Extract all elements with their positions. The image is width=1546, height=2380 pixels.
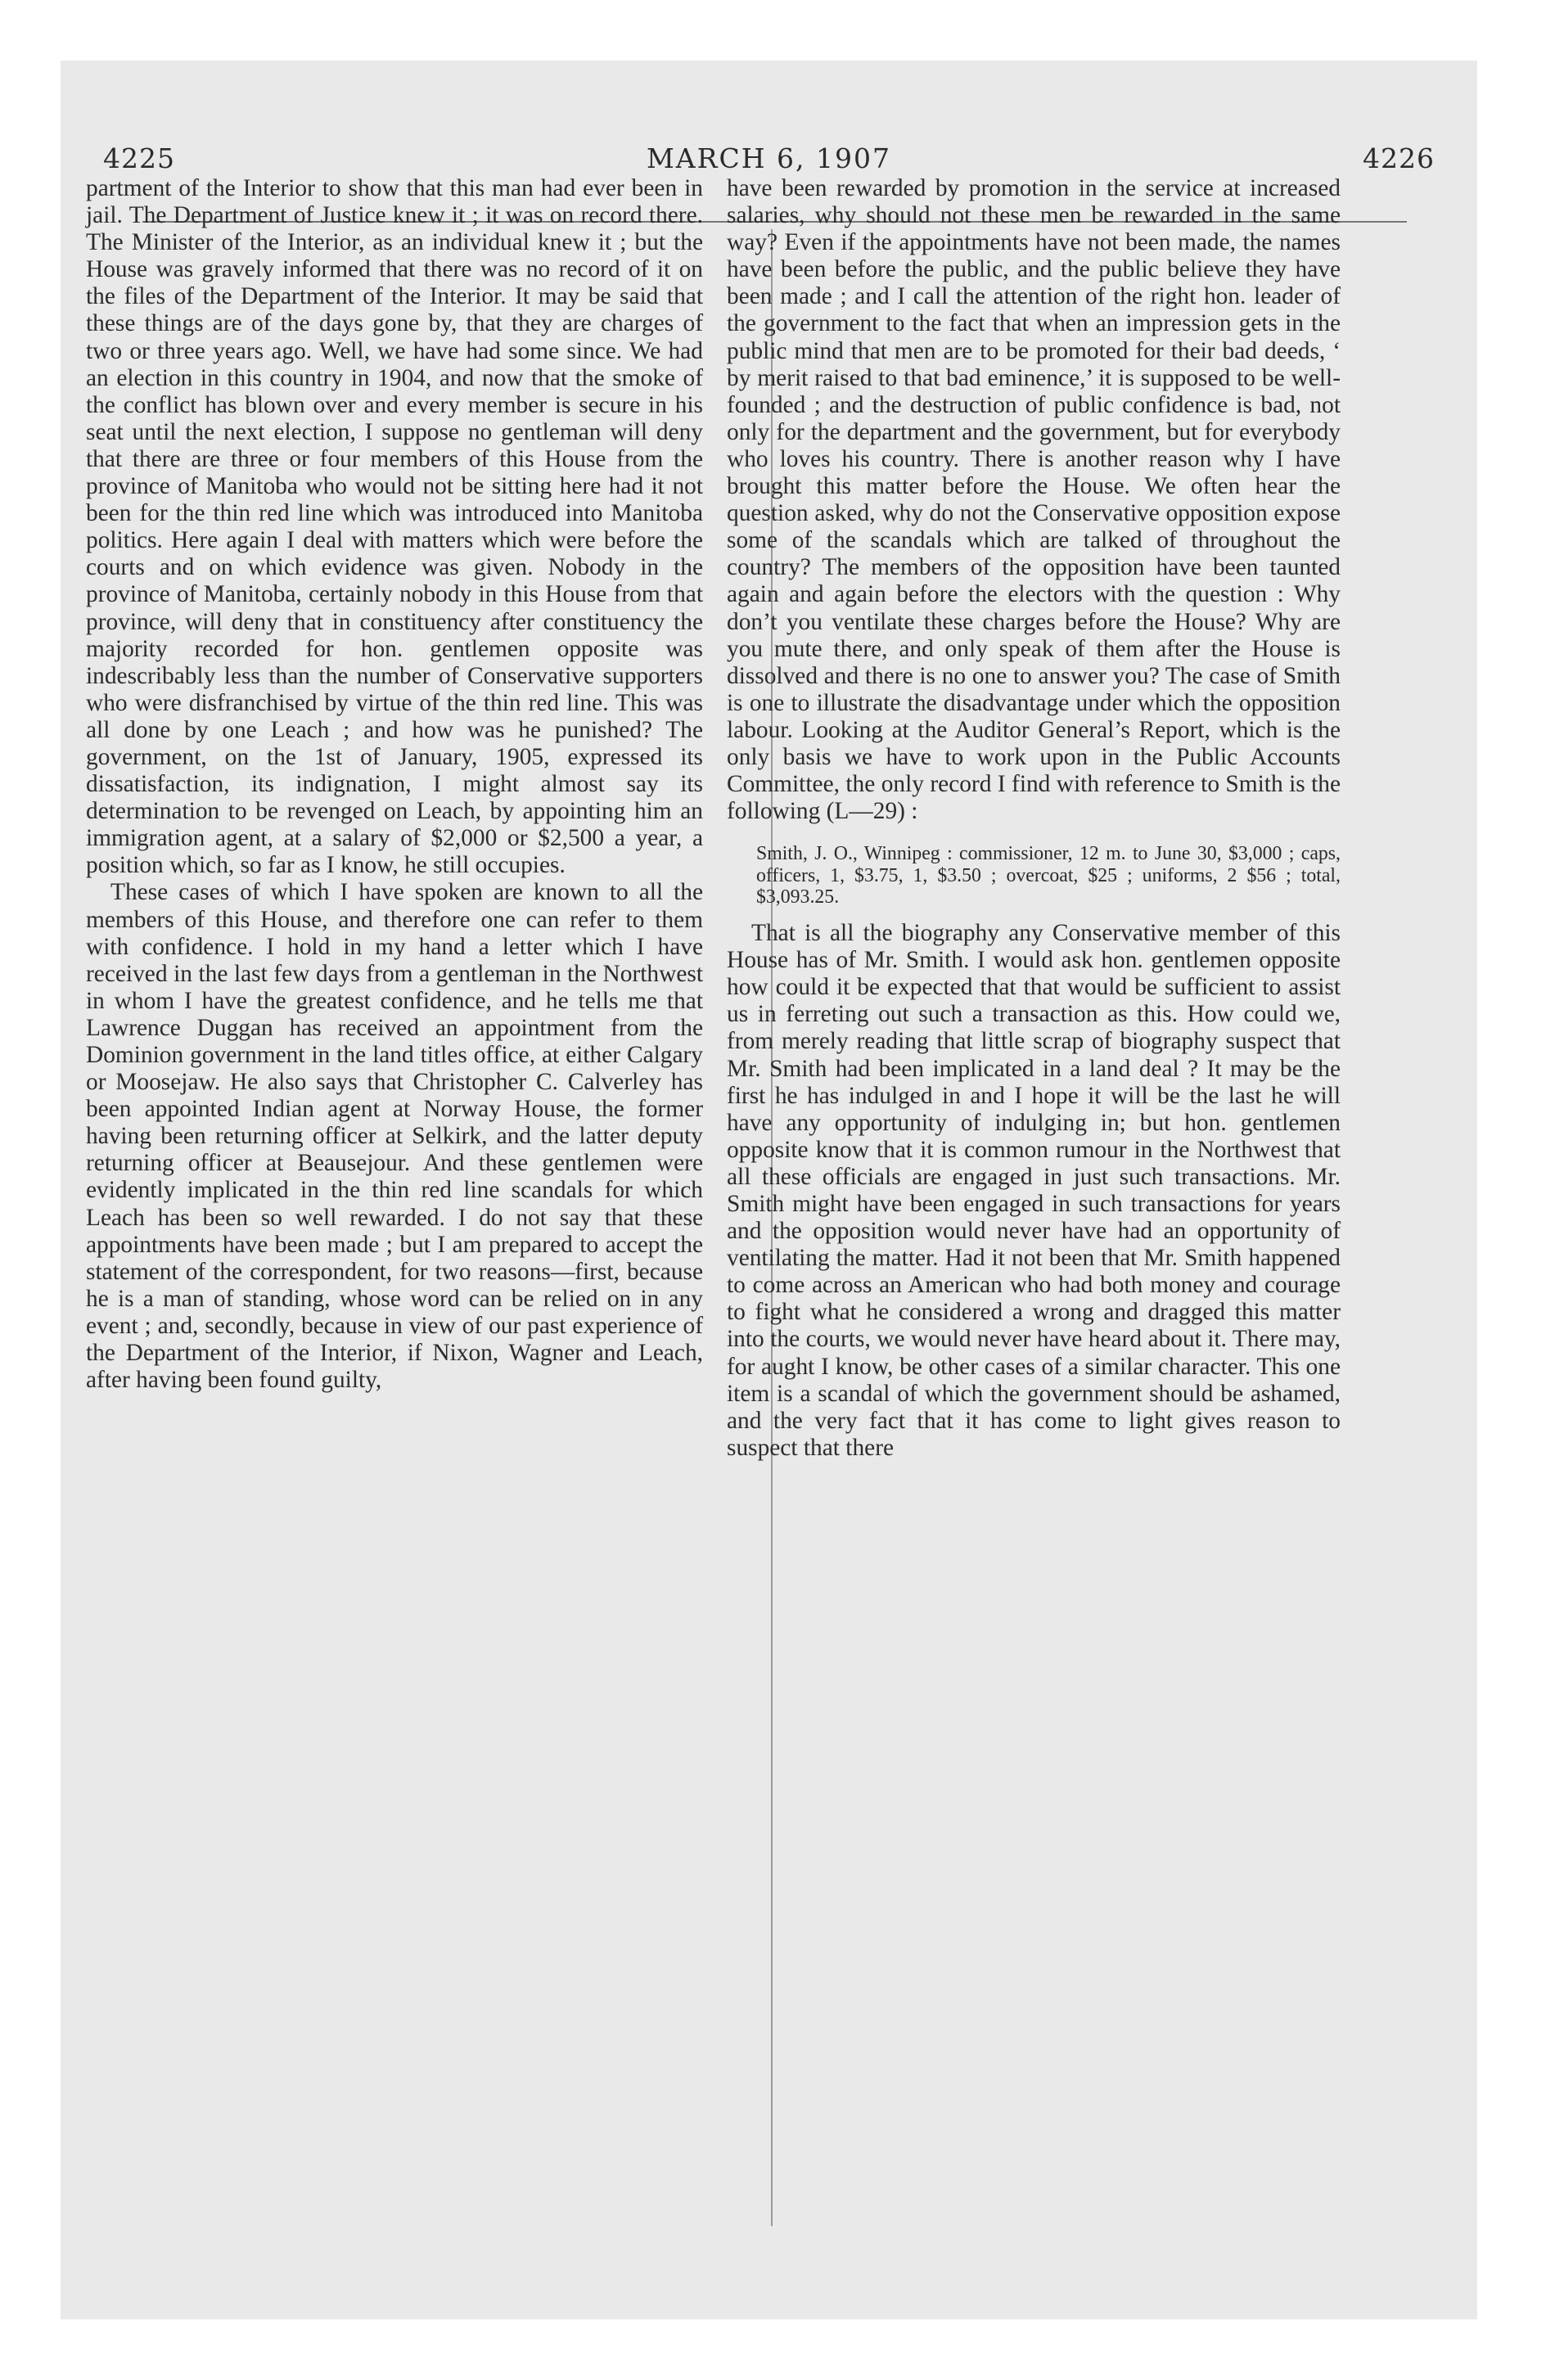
right-paragraph-1: have been rewarded by promotion in the service at increased salaries, why should not these men be rewarded in the same way? Even if the appointments have not been made, the names have been before the public, and the public believe they have been made ; and I call the attention of the right hon. leader of the government to the fact that when an impression gets in the public mind that men are to be promoted for their bad deeds, ‘ by merit raised to that bad eminence,’ it is supposed to be well-founded ; and the destruction of public confidence is bad, not only for the department and the government, but for everybody who loves his country. There is another reason why I have brought this matter before the House. We often hear the question asked, why do not the Conservative opposition expose some of the scandals which are talked of throughout the country? The members of the opposition have been taunted again and again before the electors with the question : Why don’t you ventilate these charges before the House? Why are you mute there, and only speak of them after the House is dissolved and there is no one to answer you? The case of Smith is one to illustrate the disadvantage under which the opposition labour. Looking at the Auditor General’s Report, which is the only basis we have to work upon in the Public Accounts Committee, the only record I find with reference to Smith is the following (L—29) : bbox=[727, 175, 1341, 825]
auditor-report-quote: Smith, J. O., Winnipeg : commissioner, 12 m. to June 30, $3,000 ; caps, officers, 1, $3.75, 1, $3.50 ; overcoat, $25 ; uniforms, 2 $56 ; total, $3,093.25. bbox=[756, 843, 1341, 908]
header-date-title: MARCH 6, 1907 bbox=[647, 142, 891, 174]
right-paragraph-2: That is all the biography any Conservative member of this House has of Mr. Smith. I would ask hon. gentlemen opposite how could it be expected that that would be sufficient to assist us in ferreting out such a transaction as this. How could we, from merely reading that little scrap of biography suspect that Mr. Smith had been implicated in a land deal ? It may be the first he has indulged in and I hope it will be the last he will have any opportunity of indulging in; but hon. gentlemen opposite know that it is common rumour in the Northwest that all these officials are engaged in just such transactions. Mr. Smith might have been engaged in such transactions for years and the opposition would never have had an opportunity of ventilating the matter. Had it not been that Mr. Smith happened to come across an American who had both money and courage to fight what he considered a wrong and dragged this matter into the courts, we would never have heard about it. There may, for aught I know, be other cases of a similar character. This one item is a scandal of which the government should be ashamed, and the very fact that it has come to light gives reason to suspect that there bbox=[727, 920, 1341, 1461]
left-paragraph-1: partment of the Interior to show that this man had ever been in jail. The Department of Justice knew it ; it was on record there. The Minister of the Interior, as an individual knew it ; but the House was gravely informed that there was no record of it on the files of the Department of the Interior. It may be said that these things are of the days gone by, that they are charges of two or three years ago. Well, we have had some since. We had an election in this country in 1904, and now that the smoke of the conflict has blown over and every member is secure in his seat until the next election, I suppose no gentleman will deny that there are three or four members of this House from the province of Manitoba who would not be sitting here had it not been for the thin red line which was introduced into Manitoba politics. Here again I deal with matters which were before the courts and on which evidence was given. Nobody in the province of Manitoba, certainly nobody in this House from that province, will deny that in constituency after constituency the majority recorded for hon. gentlemen opposite was indescribably less than the number of Conservative supporters who were disfranchised by virtue of the thin red line. This was all done by one Leach ; and how was he punished? The government, on the 1st of January, 1905, expressed its dissatisfaction, its indignation, I might almost say its determination to be revenged on Leach, by appointing him an immigration agent, at a salary of $2,000 or $2,500 a year, a position which, so far as I know, he still occupies. bbox=[86, 175, 703, 879]
left-paragraph-2: These cases of which I have spoken are known to all the members of this House, and therefore one can refer to them with confidence. I hold in my hand a letter which I have received in the last few days from a gentleman in the Northwest in whom I have the greatest confidence, and he tells me that Lawrence Duggan has received an appointment from the Dominion government in the land titles office, at either Calgary or Moosejaw. He also says that Christopher C. Calverley has been appointed Indian agent at Norway House, the former having been returning officer at Selkirk, and the latter deputy returning officer at Beausejour. And these gentlemen were evidently implicated in the thin red line scandals for which Leach has been so well rewarded. I do not say that these appointments have been made ; but I am prepared to accept the statement of the correspondent, for two reasons—first, because he is a man of standing, whose word can be relied on in any event ; and, secondly, because in view of our past experience of the Department of the Interior, if Nixon, Wagner and Leach, after having been found guilty, bbox=[86, 879, 703, 1394]
left-column bbox=[86, 175, 703, 1394]
right-column bbox=[727, 175, 1341, 1462]
page-number-right: 4226 bbox=[1363, 142, 1435, 174]
page-number-left: 4225 bbox=[103, 142, 175, 174]
